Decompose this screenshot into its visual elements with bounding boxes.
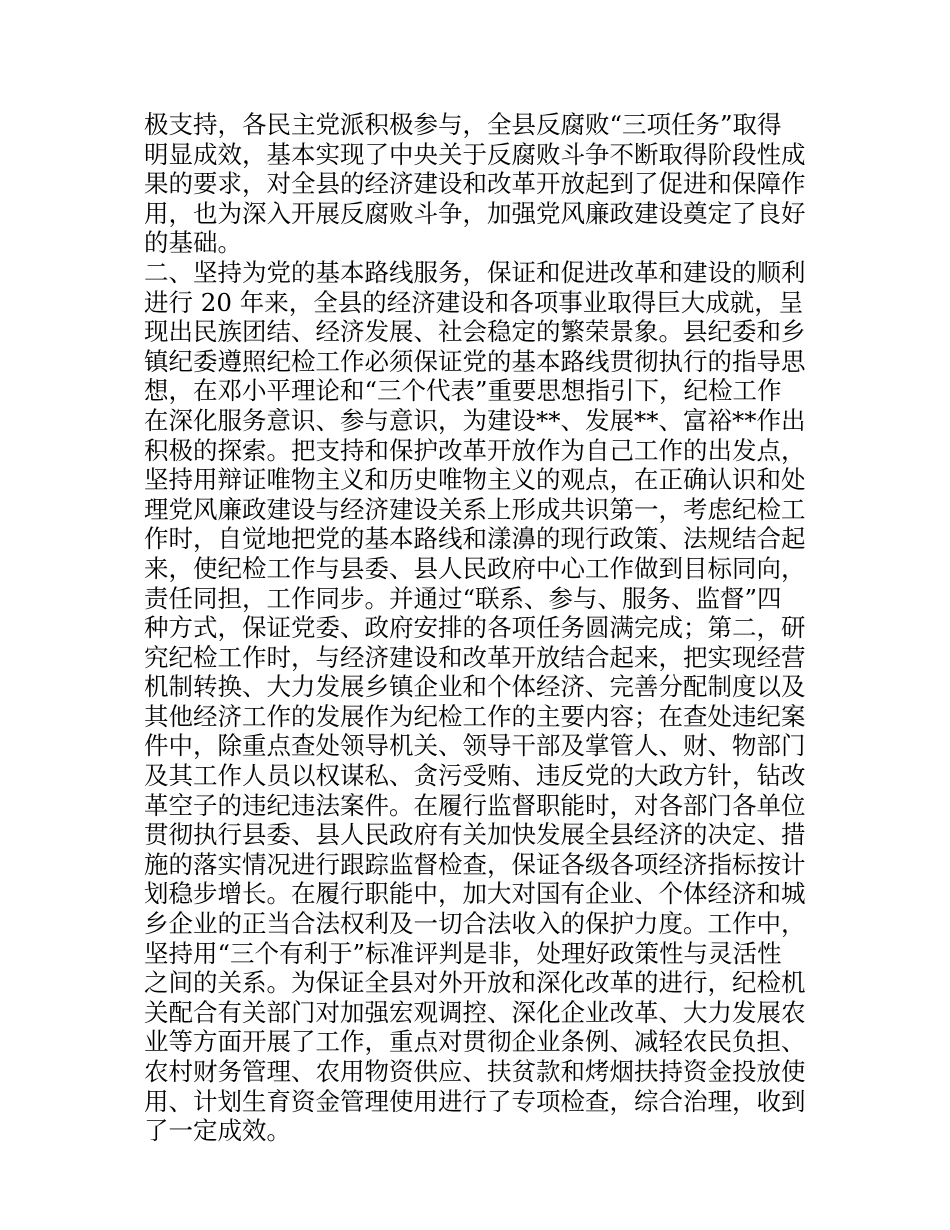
text-line: 业等方面开展了工作，重点对贯彻企业条例、减轻农民负担、 [144, 1027, 806, 1057]
text-line: 之间的关系。为保证全县对外开放和深化改革的进行，纪检机 [144, 968, 806, 998]
text-line: 的基础。 [144, 228, 242, 258]
text-line: 作时，自觉地把党的基本路线和漾濞的现行政策、法规结合起 [144, 524, 806, 554]
text-line: 施的落实情况进行跟踪监督检查，保证各级各项经济指标按计 [144, 849, 806, 879]
text-line: 种方式，保证党委、政府安排的各项任务圆满完成；第二，研 [144, 613, 806, 643]
text-line: 责任同担，工作同步。并通过“联系、参与、服务、监督”四 [144, 583, 782, 613]
text-line: 来，使纪检工作与县委、县人民政府中心工作做到目标同向， [144, 553, 806, 583]
text-line: 革空子的违纪违法案件。在履行监督职能时，对各部门各单位 [144, 790, 806, 820]
text-line: 坚持用“三个有利于”标准评判是非，处理好政策性与灵活性 [144, 938, 782, 968]
document-body-text [144, 110, 824, 1146]
text-line: 贯彻执行县委、县人民政府有关加快发展全县经济的决定、措 [144, 820, 806, 850]
text-line: 坚持用辩证唯物主义和历史唯物主义的观点，在正确认识和处 [144, 465, 806, 495]
text-line: 件中，除重点查处领导机关、领导干部及掌管人、财、物部门 [144, 731, 806, 761]
text-line: 机制转换、大力发展乡镇企业和个体经济、完善分配制度以及 [144, 672, 806, 702]
text-line: 其他经济工作的发展作为纪检工作的主要内容；在查处违纪案 [144, 701, 806, 731]
text-line: 关配合有关部门对加强宏观调控、深化企业改革、大力发展农 [144, 997, 806, 1027]
text-line: 理党风廉政建设与经济建设关系上形成共识第一，考虑纪检工 [144, 494, 806, 524]
text-line: 果的要求，对全县的经济建设和改革开放起到了促进和保障作 [144, 169, 806, 199]
text-line: 究纪检工作时，与经济建设和改革开放结合起来，把实现经营 [144, 642, 806, 672]
text-line: 及其工作人员以权谋私、贪污受贿、违反党的大政方针，钻改 [144, 761, 806, 791]
text-line: 镇纪委遵照纪检工作必须保证党的基本路线贯彻执行的指导思 [144, 346, 806, 376]
text-line: 明显成效，基本实现了中央关于反腐败斗争不断取得阶段性成 [144, 139, 806, 169]
section-heading-line: 二、坚持为党的基本路线服务，保证和促进改革和建设的顺利 [144, 257, 806, 287]
text-line: 用，也为深入开展反腐败斗争，加强党风廉政建设奠定了良好 [144, 198, 806, 228]
text-line: 了一定成效。 [144, 1116, 291, 1146]
text-line: 进行 20 年来，全县的经济建设和各项事业取得巨大成就，呈 [144, 287, 804, 317]
text-line: 在深化服务意识、参与意识，为建设**、发展**、富裕**作出 [144, 405, 806, 435]
text-line: 想，在邓小平理论和“三个代表”重要思想指引下，纪检工作 [144, 376, 782, 406]
text-line: 积极的探索。把支持和保护改革开放作为自己工作的出发点， [144, 435, 806, 465]
text-line: 用、计划生育资金管理使用进行了专项检查，综合治理，收到 [144, 1086, 806, 1116]
text-line: 现出民族团结、经济发展、社会稳定的繁荣景象。县纪委和乡 [144, 317, 806, 347]
text-line: 乡企业的正当合法权利及一切合法收入的保护力度。工作中， [144, 909, 806, 939]
text-line: 划稳步增长。在履行职能中，加大对国有企业、个体经济和城 [144, 879, 806, 909]
text-line: 极支持，各民主党派积极参与，全县反腐败“三项任务”取得 [144, 110, 782, 139]
text-line: 农村财务管理、农用物资供应、扶贫款和烤烟扶持资金投放使 [144, 1057, 806, 1086]
